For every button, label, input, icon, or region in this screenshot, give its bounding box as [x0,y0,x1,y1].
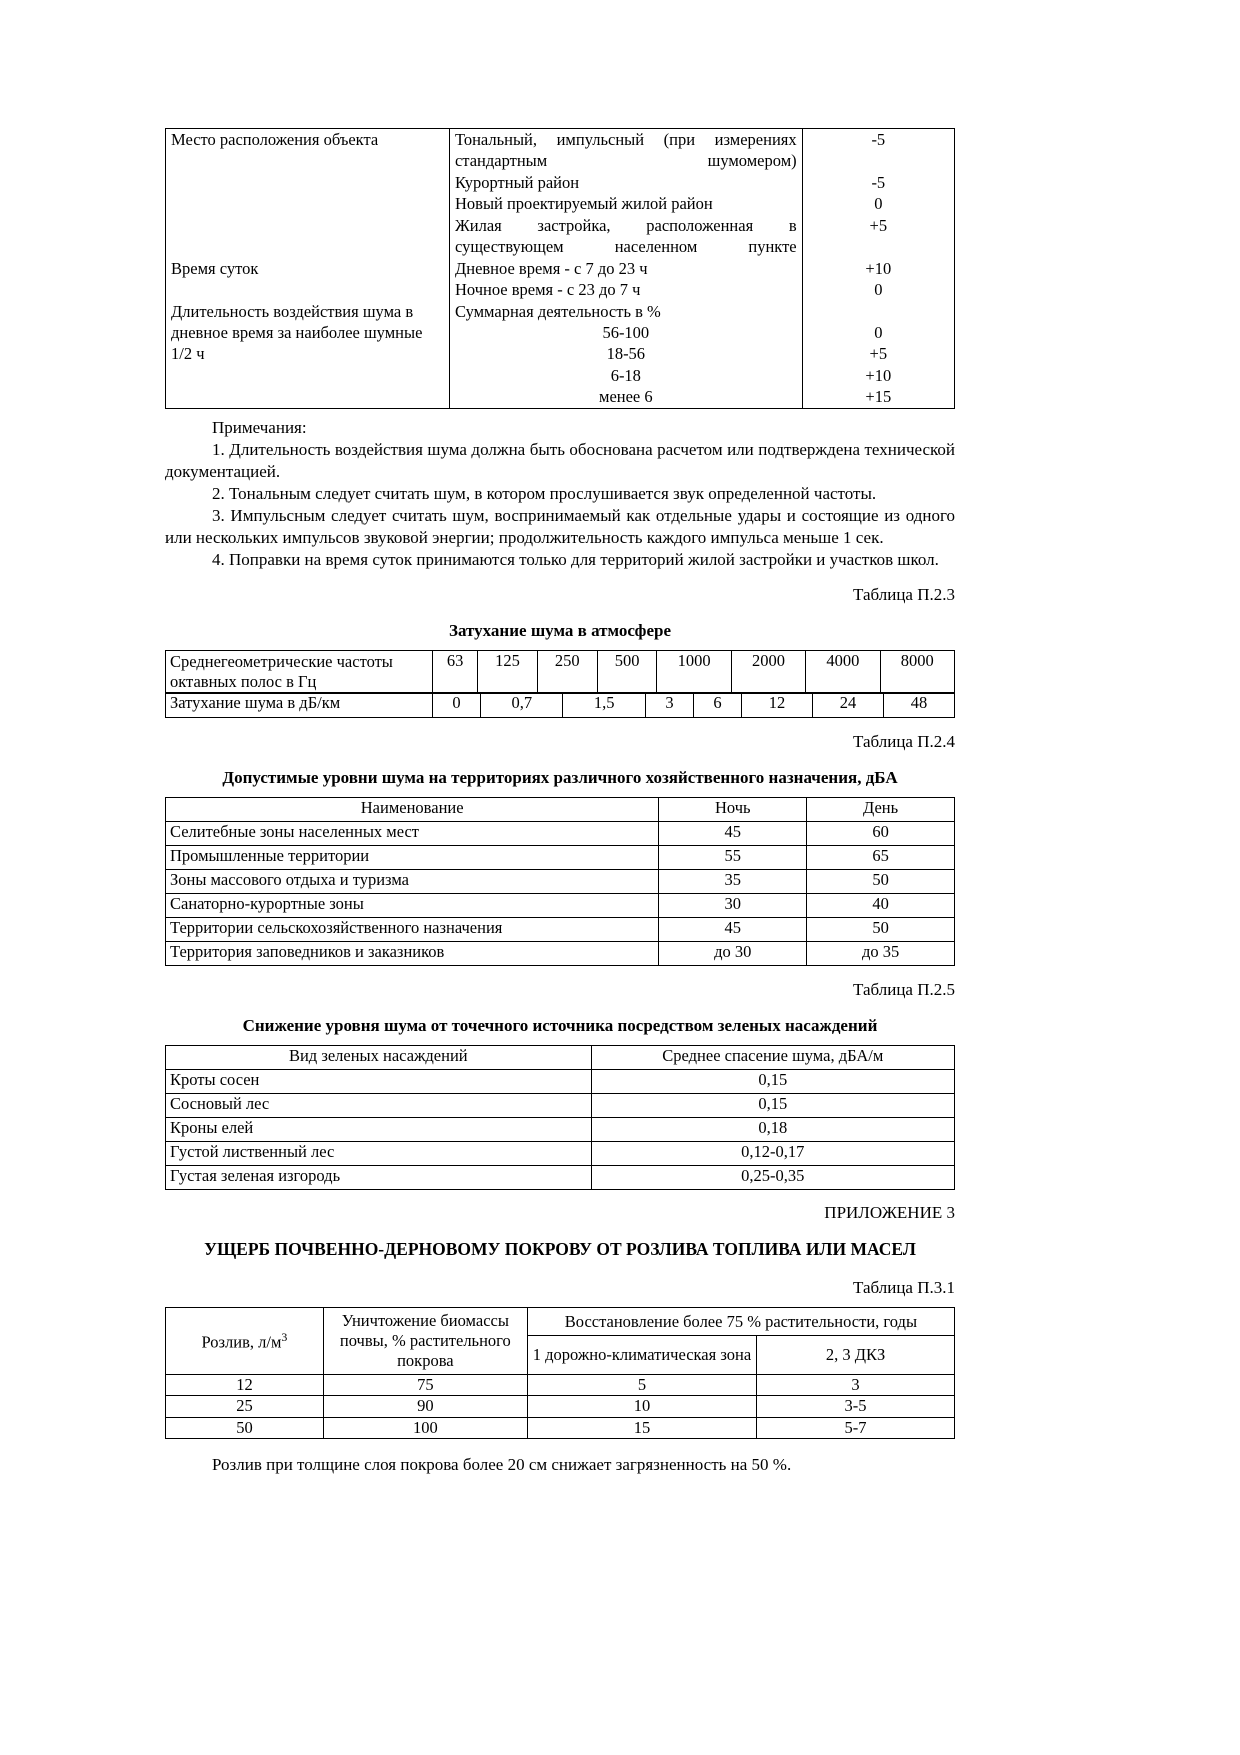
value-cell: 0 [874,280,883,300]
table-p31-label: Таблица П.3.1 [853,1278,955,1298]
appendix-title: УЩЕРБ ПОЧВЕННО-ДЕРНОВОМУ ПОКРОВУ ОТ РОЗЛИВА ТОПЛИВА ИЛИ МАСЕЛ [204,1239,916,1260]
condition-cell: Дневное время - с 7 до 23 ч [449,258,802,279]
condition-cell: 18-56 [449,343,802,364]
spill-header-exponent: 3 [281,1329,288,1344]
table-row [166,1396,955,1417]
condition-cell: менее 6 [449,386,802,408]
document-page [165,0,955,1475]
day-value: 60 [807,822,955,846]
table-row [166,1070,955,1094]
note-item: 4. Поправки на время суток принимаются только для территорий жилой застройки и участков школ. [212,550,939,570]
reduction-value: 0,15 [591,1094,954,1118]
table-p24-label: Таблица П.2.4 [853,732,955,752]
attenuation-cell: 1,5 [563,693,645,718]
table-row [166,1375,955,1396]
spill-value: 12 [166,1375,324,1396]
value-cell: 0 [874,194,883,214]
condition-cell: 6-18 [449,365,802,386]
value-cell: -5 [871,130,886,149]
condition-cell: 56-100 [449,322,802,343]
table-row [166,1118,955,1142]
table-p25-label: Таблица П.2.5 [853,980,955,1000]
night-value: 30 [659,894,807,918]
atmosphere-attenuation-table [165,650,955,693]
permissible-noise-levels-table [165,797,955,966]
spill-header-text: Розлив, л/м [201,1332,282,1352]
column-header-restoration: Восстановление более 75 % растительности, годы [527,1308,954,1336]
value-cell: +10 [865,258,892,278]
frequency-cell: 500 [597,651,657,693]
reduction-value: 0,12-0,17 [591,1142,954,1166]
frequency-cell: 63 [433,651,478,693]
condition-cell: Жилая застройка, расположенная в существующем населенном пункте [449,215,802,258]
value-cell [802,301,954,322]
attenuation-cell: 12 [741,693,812,718]
table-row [166,942,955,966]
atmosphere-attenuation-values [165,692,955,718]
night-value: 55 [659,846,807,870]
table-p25-title: Снижение уровня шума от точечного источника посредством зеленых насаждений [242,1016,878,1036]
noise-correction-body [166,129,955,409]
value-cell: -5 [871,172,886,192]
value-cell: +15 [865,387,892,407]
table-p23-title: Затухание шума в атмосфере [449,621,671,641]
condition-cell: Новый проектируемый жилой район [449,193,802,214]
noise-correction-table [165,128,955,409]
reduction-value: 0,25-0,35 [591,1166,954,1190]
night-value: 45 [659,918,807,942]
note-item: 1. Длительность воздействия шума должна быть обоснована расчетом или подтверждена технической документацией. [165,439,955,481]
factor-cell: Время суток [166,258,450,301]
value-cell: 0 [874,322,883,342]
table-row [166,651,955,693]
row-label: Затухание шума в дБ/км [166,693,433,718]
zone2-value: 3-5 [757,1396,955,1417]
column-header-biomass: Уничтожение биомассы почвы, % растительного покрова [323,1308,527,1375]
table-row [166,870,955,894]
value-cell: +10 [865,365,892,385]
condition-cell: Курортный район [449,172,802,193]
factor-cell: Длительность воздействия шума в дневное время за наиболее шумные 1/2 ч [166,301,450,409]
notes-block [165,417,955,572]
zone1-value: 5 [527,1375,756,1396]
planting-type: Густой лиственный лес [166,1142,592,1166]
green-plantings-table [165,1045,955,1190]
planting-type: Кроны елей [166,1118,592,1142]
frequency-cell: 250 [537,651,597,693]
factor-cell: Место расположения объекта [166,129,450,258]
day-value: 50 [807,870,955,894]
column-header-reduction: Среднее спасение шума, дБА/м [591,1046,954,1070]
spill-value: 50 [166,1417,324,1438]
zone1-value: 10 [527,1396,756,1417]
zone2-value: 5-7 [757,1417,955,1438]
table-row [166,1142,955,1166]
attenuation-cell: 48 [883,693,954,718]
zone-name: Санаторно-курортные зоны [166,894,659,918]
note-item: 2. Тональным следует считать шум, в котором прослушивается звук определенной частоты. [212,483,877,503]
night-value: до 30 [659,942,807,966]
planting-type: Сосновый лес [166,1094,592,1118]
table-row [166,1417,955,1438]
soil-damage-table [165,1307,955,1438]
table-row [166,258,955,279]
day-value: до 35 [807,942,955,966]
table-header-row [166,798,955,822]
table-row [166,301,955,322]
night-value: 45 [659,822,807,846]
footer-note: Розлив при толщине слоя покрова более 20 см снижает загрязненность на 50 %. [212,1454,792,1474]
condition-cell: Суммарная деятельность в % [449,301,802,322]
reduction-value: 0,15 [591,1070,954,1094]
condition-cell: Тональный, импульсный (при измерениях стандартным шумомером) [449,129,802,172]
planting-type: Густая зеленая изгородь [166,1166,592,1190]
table-row [166,822,955,846]
day-value: 40 [807,894,955,918]
table-row [166,129,955,172]
column-header-zone1: 1 дорожно-климатическая зона [527,1336,756,1375]
attenuation-cell: 0 [433,693,481,718]
attenuation-cell: 0,7 [481,693,563,718]
attenuation-cell: 24 [812,693,883,718]
table-header-row [166,1046,955,1070]
notes-heading: Примечания: [212,417,307,437]
frequency-cell: 4000 [806,651,880,693]
biomass-value: 90 [323,1396,527,1417]
frequency-cell: 125 [478,651,538,693]
table-p24-title: Допустимые уровни шума на территориях различного хозяйственного назначения, дБА [222,768,898,788]
zone2-value: 3 [757,1375,955,1396]
frequency-cell: 1000 [657,651,731,693]
note-item: 3. Импульсным следует считать шум, воспринимаемый как отдельные удары и состоящие из одного или нескольких импульсов звуковой энергии; продолжительность каждого импульса меньше 1 сек. [165,506,955,548]
zone-name: Селитебные зоны населенных мест [166,822,659,846]
value-cell: +5 [869,215,888,235]
table-row [166,693,955,718]
spill-value: 25 [166,1396,324,1417]
column-header-day: День [807,798,955,822]
condition-cell: Ночное время - с 23 до 7 ч [449,279,802,300]
biomass-value: 100 [323,1417,527,1438]
row-label: Среднегеометрические частоты октавных полос в Гц [166,651,433,693]
table-row [166,1094,955,1118]
column-header-zone2: 2, 3 ДКЗ [757,1336,955,1375]
zone1-value: 15 [527,1417,756,1438]
column-header-night: Ночь [659,798,807,822]
attenuation-cell: 3 [645,693,693,718]
table-header-row [166,1308,955,1336]
biomass-value: 75 [323,1375,527,1396]
night-value: 35 [659,870,807,894]
zone-name: Промышленные территории [166,846,659,870]
table-row [166,918,955,942]
value-cell: +5 [869,344,888,364]
planting-type: Кроты сосен [166,1070,592,1094]
frequency-cell: 2000 [731,651,805,693]
column-header-planting-type: Вид зеленых насаждений [166,1046,592,1070]
day-value: 65 [807,846,955,870]
table-p23-label: Таблица П.2.3 [853,585,955,605]
zone-name: Зоны массового отдыха и туризма [166,870,659,894]
frequency-cell: 8000 [880,651,954,693]
reduction-value: 0,18 [591,1118,954,1142]
appendix-label: ПРИЛОЖЕНИЕ 3 [824,1203,955,1223]
day-value: 50 [807,918,955,942]
table-row [166,894,955,918]
column-header-name: Наименование [166,798,659,822]
attenuation-cell: 6 [693,693,741,718]
column-header-spill [166,1308,324,1375]
zone-name: Территория заповедников и заказников [166,942,659,966]
table-row [166,846,955,870]
table-row [166,1166,955,1190]
zone-name: Территории сельскохозяйственного назначения [166,918,659,942]
